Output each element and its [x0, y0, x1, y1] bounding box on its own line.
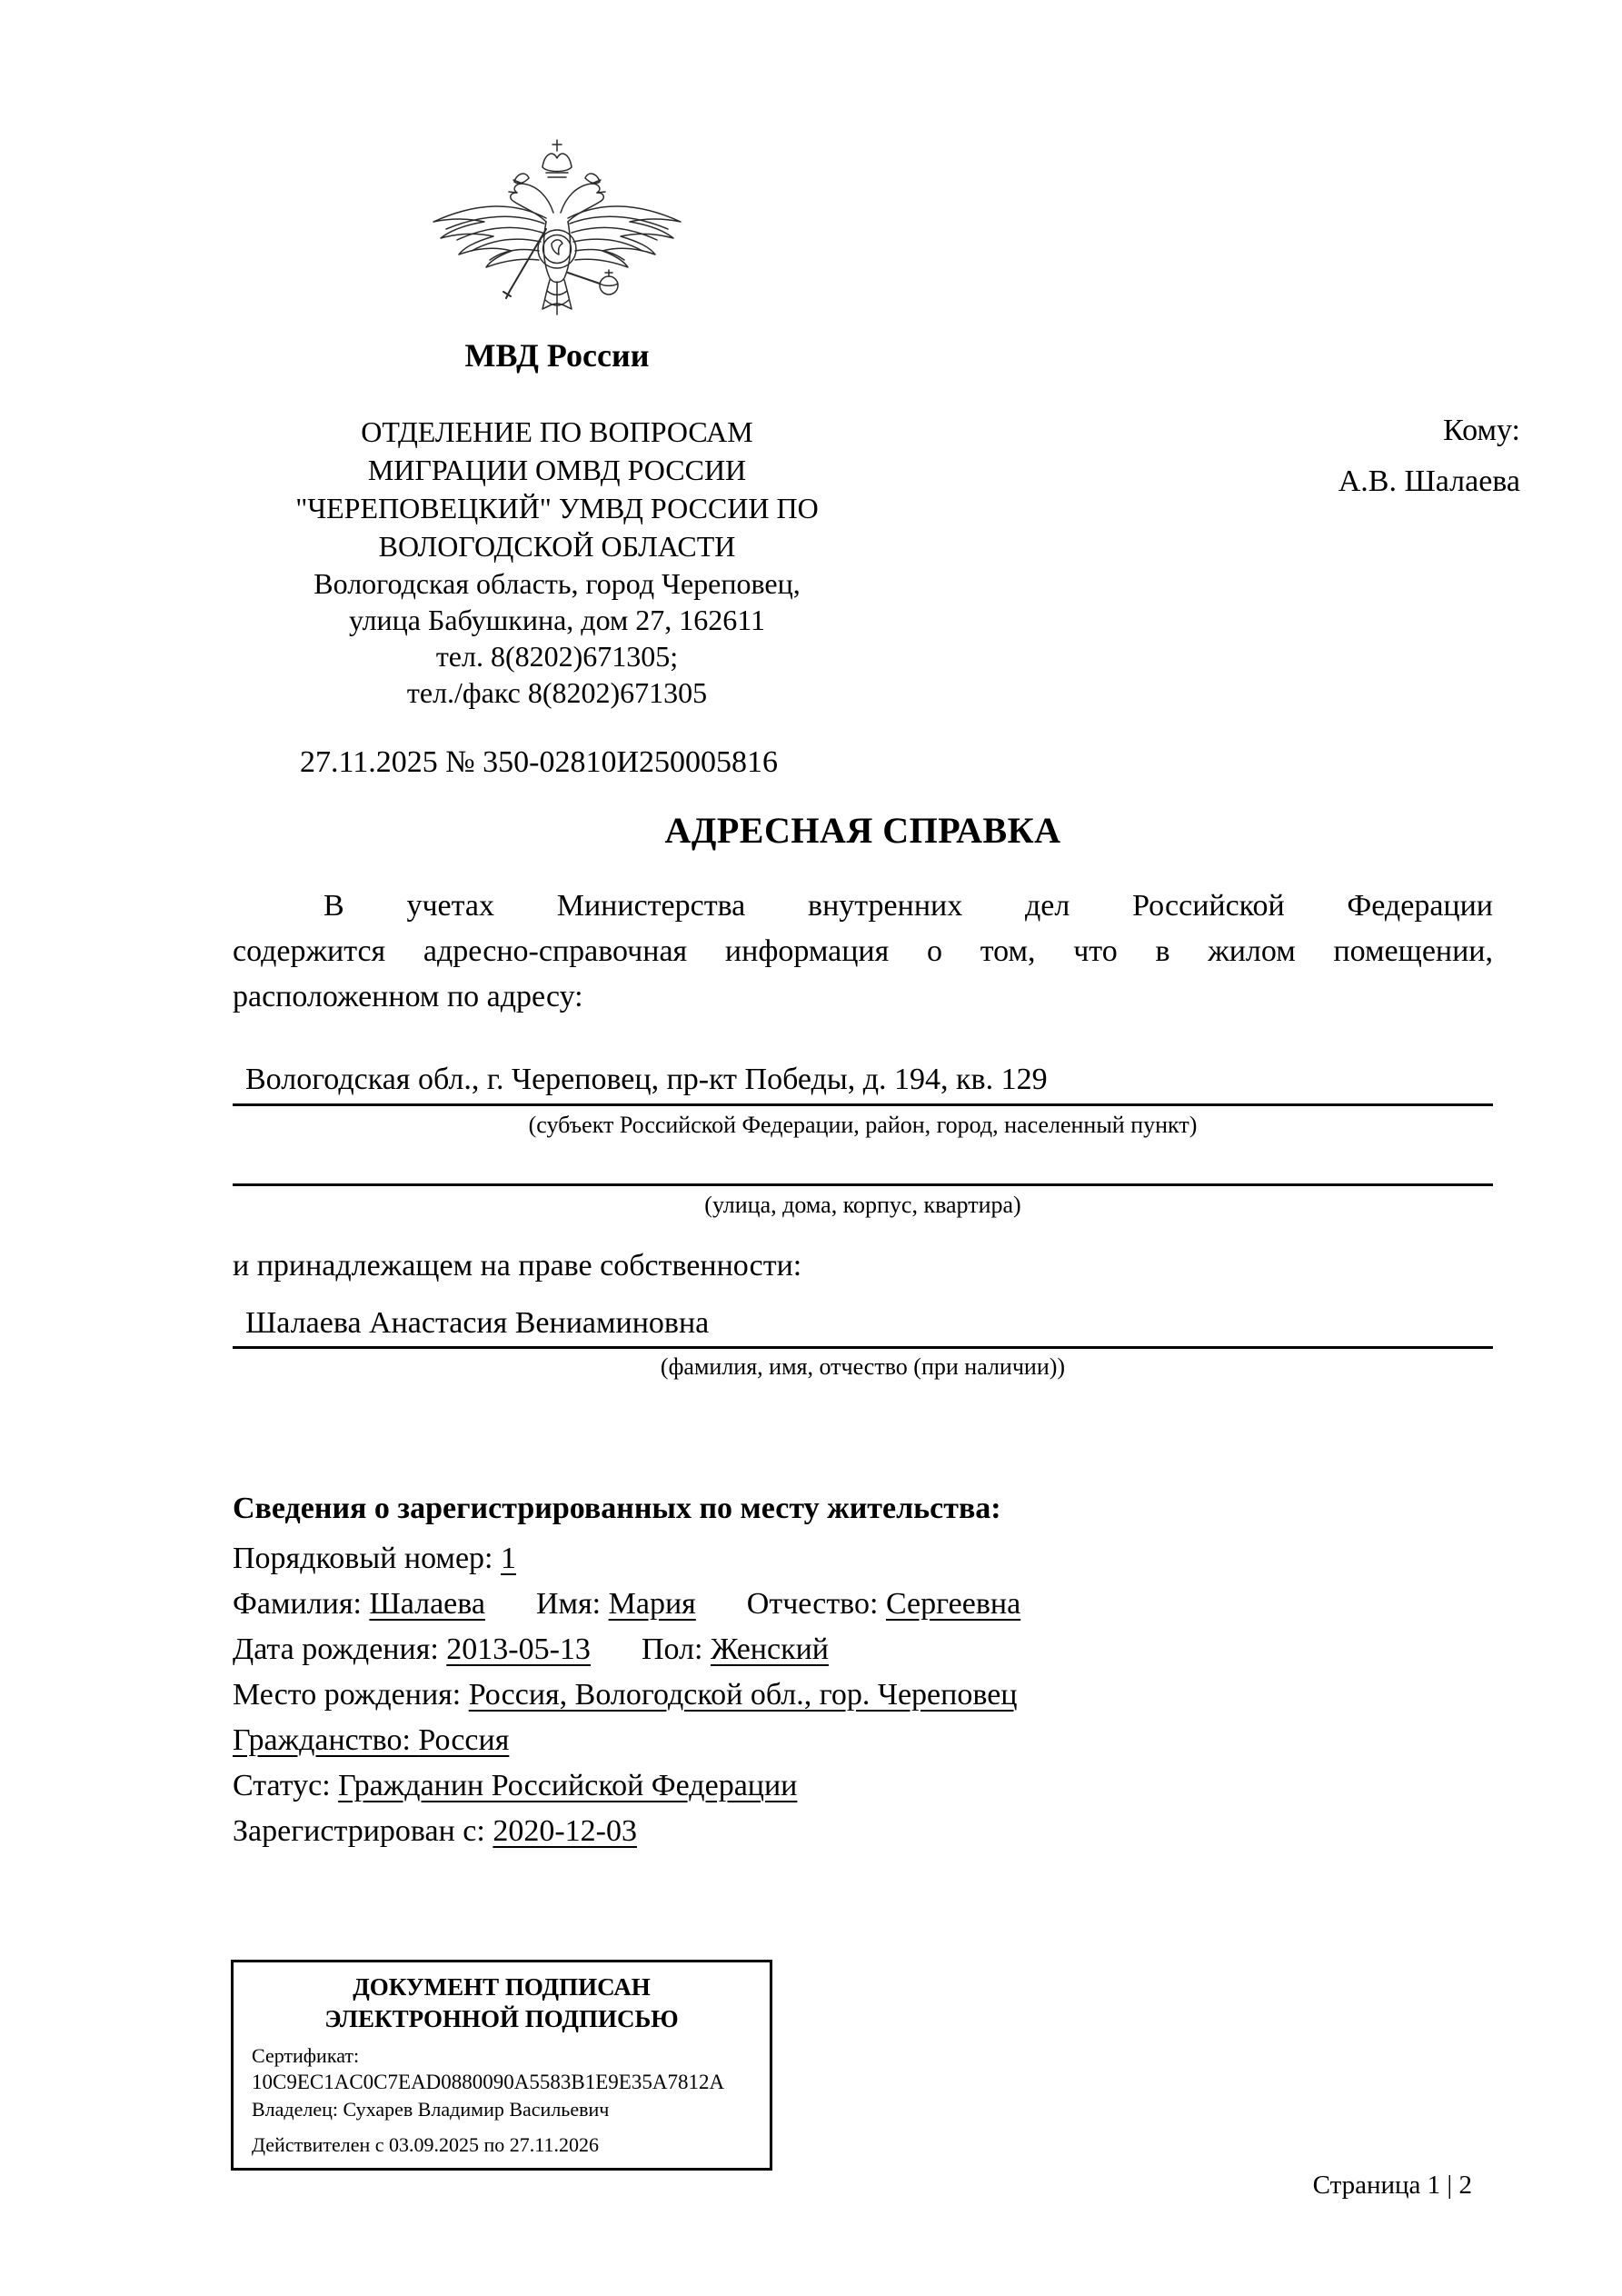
- intro-line: В учетах Министерства внутренних дел Российской Федерации: [323, 889, 1493, 923]
- address-field: [233, 1062, 1493, 1139]
- field-label: Место рождения:: [233, 1678, 469, 1712]
- street-field-value: [233, 1147, 1493, 1186]
- signature-stamp-title-line: ЭЛЕКТРОННОЙ ПОДПИСЬЮ: [324, 2005, 679, 2032]
- registered-section: [233, 1489, 1493, 1854]
- field-pair: [747, 1587, 1020, 1621]
- registered-info-row: [233, 1627, 1493, 1672]
- department-name: [233, 413, 881, 565]
- field-label: Гражданство:: [233, 1723, 419, 1757]
- signature-stamp-title-line: ДОКУМЕНТ ПОДПИСАН: [353, 1973, 651, 2001]
- owner-field: [233, 1305, 1493, 1381]
- department-contacts: [233, 565, 881, 711]
- owner-field-value: Шалаева Анастасия Вениаминовна: [233, 1305, 1493, 1349]
- contact-line: Вологодская область, город Череповец,: [313, 567, 801, 600]
- field-label: Пол:: [641, 1632, 711, 1666]
- signature-stamp-title: [252, 1972, 751, 2035]
- field-value: 2013-05-13: [446, 1632, 591, 1666]
- registered-info-row: [233, 1718, 1493, 1763]
- registered-rows: [233, 1536, 1493, 1854]
- field-value: Россия, Вологодской обл., гор. Череповец: [468, 1678, 1018, 1712]
- registered-heading: Сведения о зарегистрированных по месту жительства:: [233, 1492, 1001, 1525]
- field-value: Мария: [608, 1587, 696, 1621]
- field-pair: [233, 1769, 797, 1802]
- field-pair: [233, 1678, 1017, 1712]
- certificate-value: 10C9EC1AC0C7EAD0880090A5583B1E9E35A7812A: [252, 2071, 725, 2093]
- recipient-name: А.В. Шалаева: [1338, 464, 1520, 498]
- field-pair: [233, 1723, 509, 1757]
- certificate-label: Сертификат:: [252, 2044, 360, 2067]
- street-field: [233, 1147, 1493, 1219]
- field-value: Женский: [710, 1632, 829, 1666]
- certificate-info: [252, 2042, 751, 2122]
- field-value: Сергеевна: [885, 1587, 1021, 1621]
- intro-paragraph: [233, 883, 1493, 1020]
- registered-info-row: [233, 1809, 1493, 1854]
- recipient-label: Кому:: [1443, 414, 1520, 447]
- date-and-number: 27.11.2025 № 350-02810И250005816: [300, 745, 779, 779]
- field-label: Дата рождения:: [233, 1632, 447, 1666]
- department-line: ОТДЕЛЕНИЕ ПО ВОПРОСАМ: [361, 415, 753, 448]
- field-pair: [536, 1587, 696, 1621]
- intro-line: расположенном по адресу:: [233, 980, 583, 1013]
- letterhead: [233, 136, 881, 711]
- field-label: Фамилия:: [233, 1587, 370, 1621]
- department-line: ВОЛОГОДСКОЙ ОБЛАСТИ: [378, 530, 736, 563]
- registered-info-row: [233, 1763, 1493, 1809]
- department-line: "ЧЕРЕПОВЕЦКИЙ" УМВД РОССИИ ПО: [295, 492, 819, 524]
- document-title: АДРЕСНАЯ СПРАВКА: [664, 810, 1061, 851]
- ownership-line: и принадлежащем на праве собственности:: [233, 1249, 802, 1283]
- owner-field-caption: (фамилия, имя, отчество (при наличии)): [660, 1353, 1066, 1380]
- page-number: Страница 1 | 2: [1312, 2171, 1472, 2200]
- field-pair: [233, 1542, 516, 1575]
- field-pair: [233, 1814, 637, 1848]
- street-field-caption: (улица, дома, корпус, квартира): [704, 1192, 1021, 1218]
- department-line: МИГРАЦИИ ОМВД РОССИИ: [367, 454, 747, 486]
- recipient-block: [1338, 405, 1520, 507]
- mvd-double-headed-eagle-emblem-icon: [421, 136, 693, 325]
- certificate-validity: Действителен с 03.09.2025 по 27.11.2026: [252, 2133, 599, 2156]
- address-field-value: Вологодская обл., г. Череповец, пр-кт Победы, д. 194, кв. 129: [233, 1062, 1493, 1106]
- field-label: Порядковый номер:: [233, 1542, 501, 1575]
- field-pair: [642, 1632, 829, 1666]
- electronic-signature-stamp: [231, 1960, 772, 2171]
- contact-line: тел. 8(8202)671305;: [435, 640, 679, 673]
- field-value: Гражданин Российской Федерации: [338, 1769, 798, 1802]
- field-pair: [233, 1587, 485, 1621]
- agency-name: МВД России: [464, 337, 650, 374]
- field-value: Россия: [418, 1723, 510, 1757]
- intro-line: содержится адресно-справочная информация о том, что в жилом помещении,: [233, 934, 1493, 968]
- contact-line: тел./факс 8(8202)671305: [406, 676, 708, 709]
- field-pair: [233, 1632, 591, 1666]
- field-label: Статус:: [233, 1769, 339, 1802]
- registered-info-row: [233, 1582, 1493, 1627]
- certificate-owner: Владелец: Сухарев Владимир Васильевич: [252, 2098, 610, 2121]
- contact-line: улица Бабушкина, дом 27, 162611: [348, 604, 766, 636]
- field-label: Отчество:: [746, 1587, 886, 1621]
- registered-info-row: [233, 1536, 1493, 1582]
- field-label: Зарегистрирован с:: [233, 1814, 493, 1848]
- field-label: Имя:: [535, 1587, 609, 1621]
- field-value: Шалаева: [369, 1587, 485, 1621]
- field-value: 2020-12-03: [493, 1814, 637, 1848]
- field-value: 1: [500, 1542, 516, 1575]
- registered-info-row: [233, 1672, 1493, 1718]
- address-field-caption: (субъект Российской Федерации, район, город, населенный пункт): [528, 1112, 1198, 1138]
